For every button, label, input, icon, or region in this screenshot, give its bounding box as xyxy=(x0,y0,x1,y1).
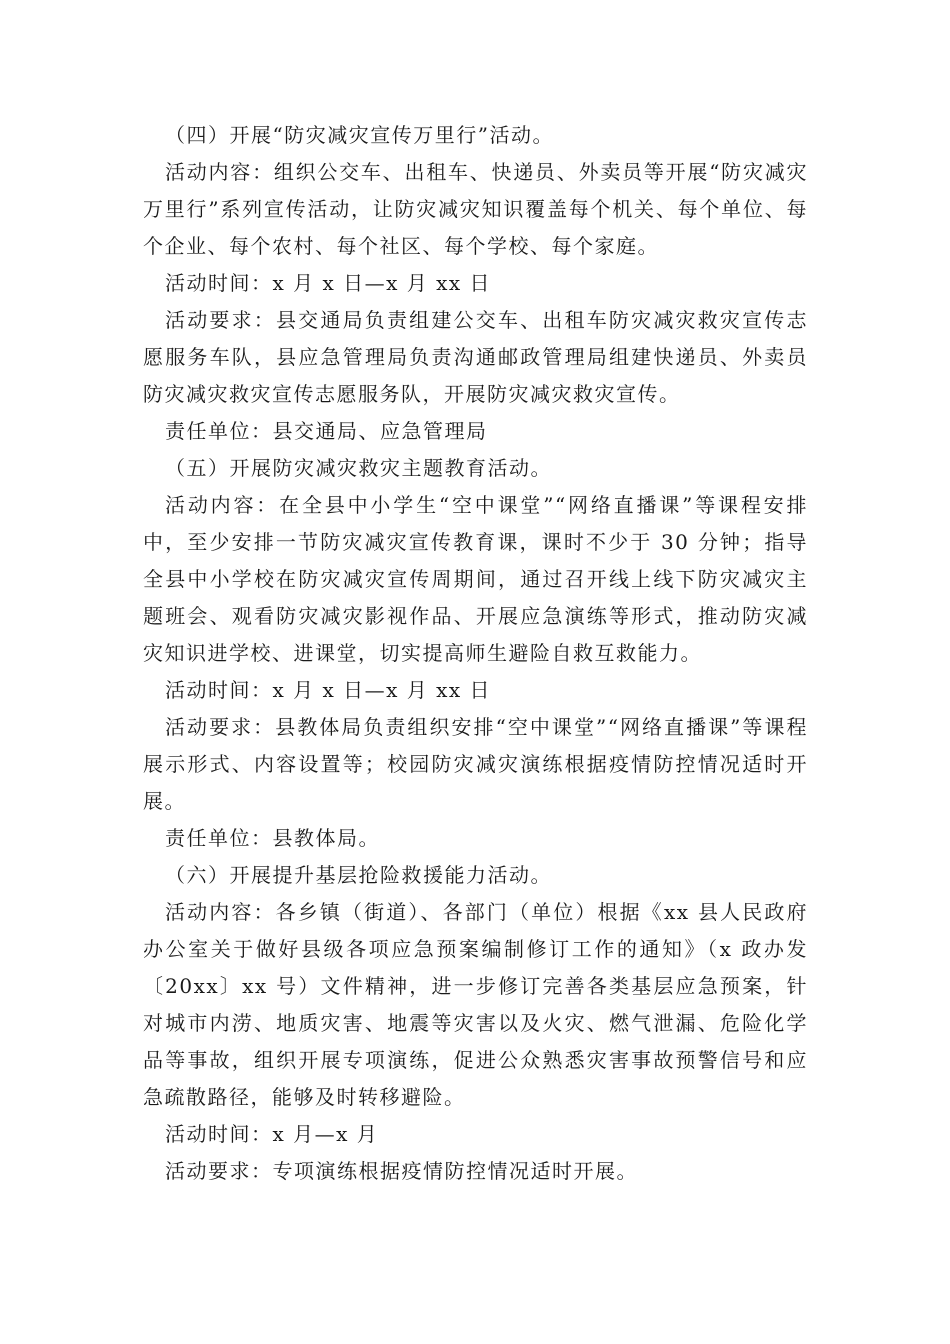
section-4-content: 活动内容：组织公交车、出租车、快递员、外卖员等开展“防灾减灾万里行”系列宣传活动，让防灾减灾知识覆盖每个机关、每个单位、每个企业、每个农村、每个社区、每个学校、每个家庭。 xyxy=(143,160,808,258)
section-6-content: 活动内容：各乡镇（街道）、各部门（单位）根据《xx 县人民政府办公室关于做好县级各项应急预案编制修订工作的通知》（x 政办发〔20xx〕xx 号）文件精神，进一步修订完善各类基层应急预案，针对城市内涝、地质灾害、地震等灾害以及火灾、燃气泄漏、危险化学品等事故，组织开展专项演练，促进公众熟悉灾害事故预警信号和应急疏散路径，能够及时转移避险。 xyxy=(143,900,808,1109)
section-6-time: 活动时间：x 月—x 月 xyxy=(165,1122,379,1146)
section-5-requirement: 活动要求：县教体局负责组织安排“空中课堂”“网络直播课”等课程展示形式、内容设置等；校园防灾减灾演练根据疫情防控情况适时开展。 xyxy=(143,715,808,813)
heading-section-5: （五）开展防灾减灾救灾主题教育活动。 xyxy=(165,456,552,480)
section-5-responsible: 责任单位：县教体局。 xyxy=(165,826,380,850)
heading-section-4: （四）开展“防灾减灾宣传万里行”活动。 xyxy=(165,123,554,147)
section-4-requirement: 活动要求：县交通局负责组建公交车、出租车防灾减灾救灾宣传志愿服务车队，县应急管理局负责沟通邮政管理局组建快递员、外卖员防灾减灾救灾宣传志愿服务队，开展防灾减灾救灾宣传。 xyxy=(143,308,808,406)
section-4-responsible: 责任单位：县交通局、应急管理局 xyxy=(165,419,488,443)
document-body xyxy=(143,117,808,1190)
heading-section-6: （六）开展提升基层抢险救援能力活动。 xyxy=(165,863,552,887)
section-5-content: 活动内容：在全县中小学生“空中课堂”“网络直播课”等课程安排中，至少安排一节防灾减灾宣传教育课，课时不少于 30 分钟；指导全县中小学校在防灾减灾宣传周期间，通过召开线上线下防灾减灾主题班会、观看防灾减灾影视作品、开展应急演练等形式，推动防灾减灾知识进学校、进课堂，切实提高师生避险自救互救能力。 xyxy=(143,493,808,665)
section-4-time: 活动时间：x 月 x 日—x 月 xx 日 xyxy=(165,271,492,295)
section-6-requirement: 活动要求：专项演练根据疫情防控情况适时开展。 xyxy=(165,1159,638,1183)
section-5-time: 活动时间：x 月 x 日—x 月 xx 日 xyxy=(165,678,492,702)
